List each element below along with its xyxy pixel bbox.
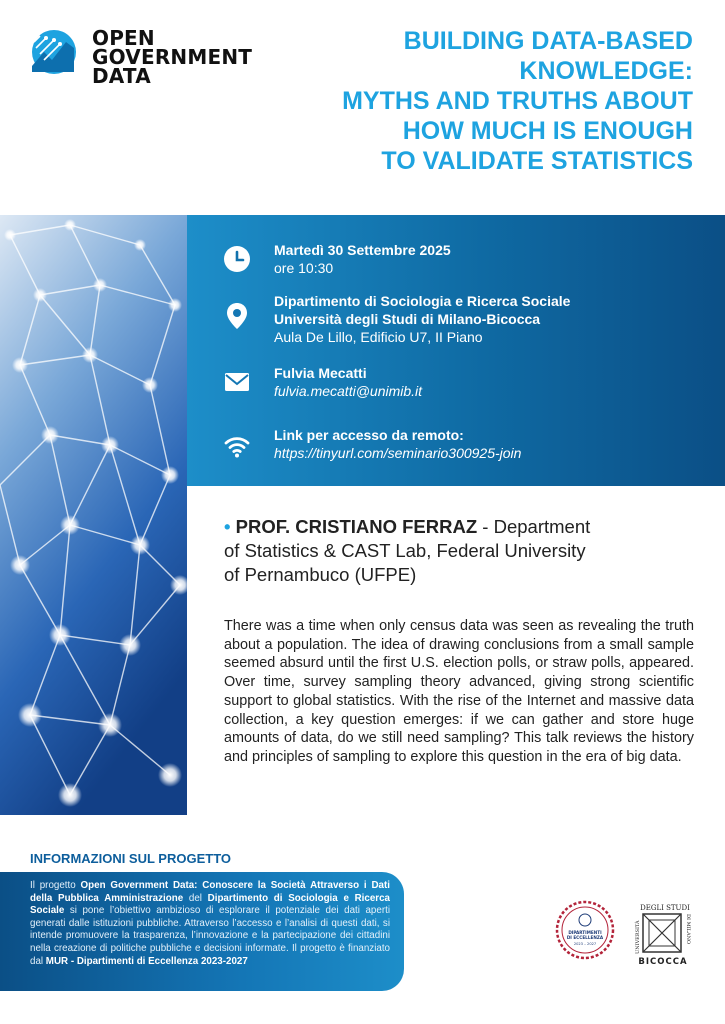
project-text-1: Il progetto bbox=[30, 880, 81, 891]
contact-email-link[interactable]: fulvia.mecatti@unimib.it bbox=[274, 383, 423, 399]
contact-name: Fulvia Mecatti bbox=[274, 365, 367, 381]
unimib-left-text: UNIVERSITÀ bbox=[635, 920, 641, 954]
clock-icon bbox=[223, 245, 251, 273]
event-time: ore 10:30 bbox=[274, 260, 334, 276]
project-heading: INFORMAZIONI SUL PROGETTO bbox=[30, 851, 232, 866]
unimib-right-text: DI MILANO bbox=[685, 914, 691, 945]
unimib-top-text: DEGLI STUDI bbox=[640, 904, 690, 912]
info-datetime-text bbox=[274, 241, 451, 277]
talk-abstract: There was a time when only census data was seen as revealing the truth about a population. The idea of drawing conclusions from a small sample seemed absurd until the first U.S. election polls, or straw polls, appeared. Over time, survey sampling theory advanced, giving strong scientific support to global statistics. With the rise of the Internet and massive data collection, a key question emerges: if we can gather and store huge amounts of data, do we still need sampling? This talk reviews the history and principles of sampling to explore this question in the era of big data. bbox=[224, 618, 694, 765]
title-line-3: MYTHS AND TRUTHS ABOUT bbox=[342, 87, 693, 115]
network-illustration bbox=[0, 215, 187, 815]
ogd-logo-icon bbox=[28, 26, 84, 82]
event-room: Aula De Lillo, Edificio U7, II Piano bbox=[274, 329, 483, 345]
location-pin-icon bbox=[223, 302, 251, 330]
remote-url-link[interactable]: https://tinyurl.com/seminario300925-join bbox=[274, 445, 522, 461]
logo-line-1: OPEN bbox=[92, 26, 155, 50]
project-funding: MUR - Dipartimenti di Eccellenza 2023-2027 bbox=[45, 955, 248, 967]
project-description bbox=[30, 880, 390, 968]
speaker-affiliation-3: of Pernambuco (UFPE) bbox=[224, 564, 417, 585]
project-text-3: si pone l’obiettivo ambizioso di esplorare il potenziale dei dati aperti generati dalle istituzioni pubbliche. Attraverso l’accesso e l’analisi di questi dati, si intende promuovere la trasparenza, l’innovazione e la partecipazione dei cittadini nella creazione di politiche pubbliche e decisioni informate. Il progetto è finanziato dal bbox=[30, 905, 390, 967]
logo-line-3: DATA bbox=[92, 64, 151, 88]
speaker-block bbox=[224, 515, 644, 587]
project-text-2: del bbox=[183, 892, 208, 904]
remote-label: Link per accesso da remoto: bbox=[274, 427, 464, 443]
speaker-name: PROF. CRISTIANO FERRAZ bbox=[235, 516, 478, 537]
logo-wordmark bbox=[92, 26, 253, 88]
info-location-text bbox=[274, 292, 570, 346]
speaker-line-1 bbox=[224, 515, 644, 539]
seal-line-2: DI ECCELLENZA bbox=[566, 935, 604, 940]
speaker-affiliation-2: of Statistics & CAST Lab, Federal University bbox=[224, 540, 586, 561]
unimib-bottom-text: BICOCCA bbox=[638, 957, 688, 966]
event-university: Università degli Studi di Milano-Bicocca bbox=[274, 311, 541, 327]
title-line-2: KNOWLEDGE: bbox=[519, 57, 693, 85]
event-department: Dipartimento di Sociologia e Ricerca Sociale bbox=[274, 293, 571, 309]
dipartimenti-eccellenza-seal bbox=[555, 900, 615, 960]
title-line-4: HOW MUCH IS ENOUGH bbox=[402, 117, 693, 145]
speaker-bullet: • bbox=[224, 516, 231, 537]
event-info-band bbox=[187, 215, 725, 486]
unimib-logo bbox=[633, 902, 693, 966]
title-line-1: BUILDING DATA-BASED bbox=[403, 27, 693, 55]
title-line-5: TO VALIDATE STATISTICS bbox=[381, 147, 693, 175]
project-title: Open Government Data: Conoscere la Società Attraverso i Dati della Pubblica Amministrazione bbox=[30, 880, 390, 904]
project-department: Dipartimento di Sociologia e Ricerca Sociale bbox=[30, 892, 390, 917]
speaker-affiliation-1: - Department bbox=[477, 516, 591, 537]
logo-line-2: GOVERNMENT bbox=[92, 45, 253, 69]
network-graphic bbox=[0, 215, 187, 815]
wifi-icon bbox=[223, 432, 251, 460]
info-remote-text bbox=[274, 426, 521, 462]
open-government-data-logo bbox=[28, 26, 268, 86]
event-date: Martedì 30 Settembre 2025 bbox=[274, 242, 451, 258]
seal-line-3: 2023 – 2027 bbox=[573, 942, 597, 946]
mail-icon bbox=[223, 368, 251, 396]
event-title bbox=[273, 26, 693, 176]
info-contact-text bbox=[274, 364, 422, 400]
seal-line-1: DIPARTIMENTI bbox=[568, 930, 602, 935]
